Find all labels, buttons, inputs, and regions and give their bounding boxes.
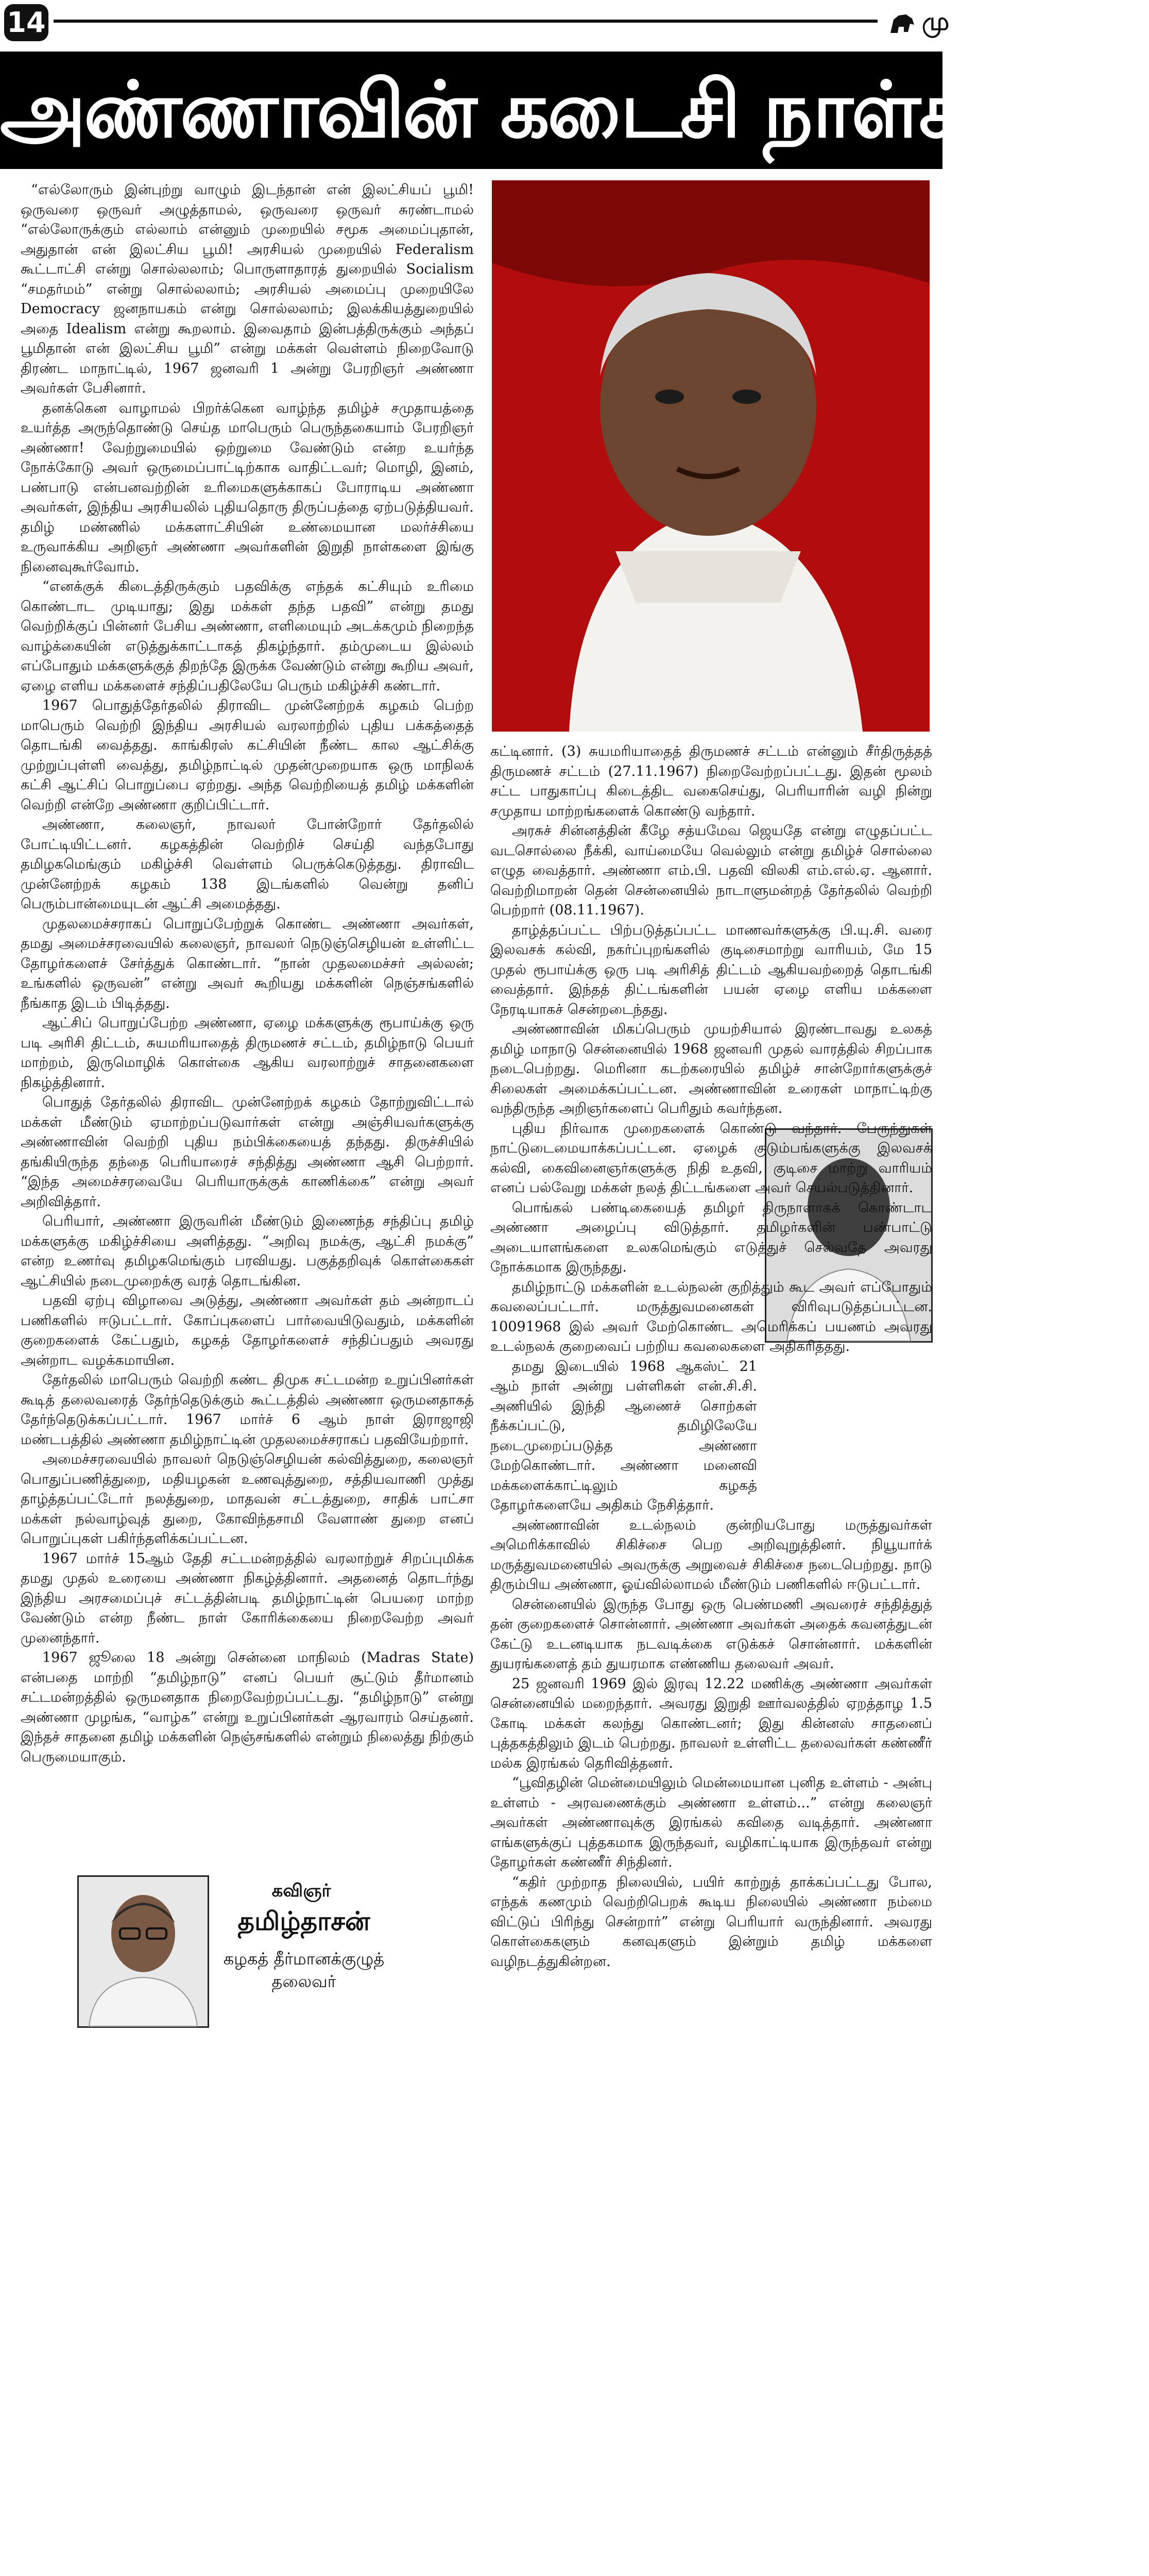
article-paragraph: தமிழ்நாட்டு மக்களின் உடல்நலன் குறித்தும் கூட அவர் எப்போதும் கவலைப்பட்டார். மருத்துவமனைகள் விரிவுபடுத்தப்பட்டன. 10091968 இல் அவர் மேற்கொண்ட அமெரிக்கப் பயணம் அவரது உடல்நலக் குறைவைப் பற்றிய கவலைகளை அதிகரித்தது. bbox=[490, 1279, 932, 1354]
article-paragraph: அண்ணாவின் உடல்நலம் குன்றியபோது மருத்துவர்கள் அமெரிக்காவில் சிகிச்சை பெற அறிவுறுத்தினர். நியூயார்க் மருத்துவமனையில் அவருக்கு அறுவைச் சிகிச்சை நடைபெற்றது. நாடு திரும்பிய அண்ணா, ஓய்வில்லாமல் மீண்டும் பணிகளில் ஈடுபட்டார். bbox=[490, 1517, 932, 1592]
article-paragraph: தேர்தலில் மாபெரும் வெற்றி கண்ட திமுக சட்டமன்ற உறுப்பினர்கள் கூடித் தலைவரைத் தேர்ந்தெடுக்கும் கூட்டத்தில் அண்ணா ஒருமனதாகத் தேர்ந்தெடுக்கப்பட்டார். 1967 மார்ச் 6 ஆம் நாள் இராஜாஜி மண்டபத்தில் அண்ணா தமிழ்நாட்டின் முதலமைச்சராகப் பதவியேற்றார். bbox=[21, 1372, 474, 1448]
article-paragraph: “எனக்குக் கிடைத்திருக்கும் பதவிக்கு எந்தக் கட்சியும் உரிமை கொண்டாட முடியாது; இது மக்கள் தந்த பதவி” என்று தமது வெற்றிக்குப் பின்னர் பேசிய அண்ணா, எளிமையும் அடக்கமும் நிறைந்த வாழ்க்கையின் எடுத்துக்காட்டாகத் திகழ்ந்தார். தம்முடைய இல்லம் எப்போதும் மக்களுக்குத் திறந்தே இருக்க வேண்டும் என்று கூறிய அவர், ஏழை எளிய மக்களைச் சந்திப்பதிலேயே பெரும் மகிழ்ச்சி கண்டார். bbox=[21, 579, 474, 694]
author-title: கழகத் தீர்மானக்குழுத் தலைவர் bbox=[223, 1949, 385, 1991]
article-paragraph: முதலமைச்சராகப் பொறுப்பேற்றுக் கொண்ட அண்ணா அவர்கள், தமது அமைச்சரவையில் கலைஞர், நாவலர் நெடுஞ்செழியன் உள்ளிட்ட தோழர்களைச் சேர்த்துக் கொண்டார். “நான் முதலமைச்சர் அல்லன்; உங்களில் ஒருவன்” என்று அவர் கூறியது மக்களின் நெஞ்சங்களில் நீங்காத இடம் பிடித்தது. bbox=[21, 916, 474, 1011]
article-paragraph: தாழ்த்தப்பட்ட பிற்படுத்தப்பட்ட மாணவர்களுக்கு பி.யு.சி. வரை இலவசக் கல்வி, நகர்ப்புறங்களில் குடிசைமாற்று வாரியம், மே 15 முதல் ரூபாய்க்கு ஒரு படி அரிசித் திட்டம் ஆகியவற்றைத் தொடங்கி வைத்தார். இந்தத் திட்டங்களின் பயன் ஏழை எளிய மக்களை நேரடியாகச் சென்றடைந்தது. bbox=[490, 922, 932, 1018]
article-paragraph: கட்டினார். (3) சுயமரியாதைத் திருமணச் சட்டம் என்னும் சீர்திருத்தத் திருமணச் சட்டம் (27.11.1967) நிறைவேற்றப்பட்டது. இதன் மூலம் சட்ட பாதுகாப்பு கிடைத்திட வகைசெய்து, பெரியாரின் வழி நின்று சமுதாய மாற்றங்களைக் கொண்டு வந்தார். bbox=[490, 743, 932, 819]
article-paragraph: அரசுச் சின்னத்தின் கீழே சத்யமேவ ஜெயதே என்று எழுதப்பட்ட வடசொல்லை நீக்கி, வாய்மையே வெல்லும் என்று தமிழ்ச் சொல்லை எழுத வைத்தார். அண்ணா எம்.பி. பதவி விலகி எம்.எல்.ஏ. ஆனார். வெற்றிமாறன் தென் சென்னையில் நாடாளுமன்றத் தேர்தலில் வெற்றி பெற்றார் (08.11.1967). bbox=[490, 823, 932, 918]
author-photo bbox=[77, 1875, 209, 2028]
article-headline: அண்ணாவின் கடைசி நாள்கள்!... bbox=[0, 52, 942, 169]
page-number: 14 bbox=[4, 4, 48, 41]
article-paragraph: பொதுத் தேர்தலில் திராவிட முன்னேற்றக் கழகம் தோற்றுவிட்டால் மக்கள் மீண்டும் ஏமாற்றப்படுவார்கள் என்று அஞ்சியவர்களுக்கு அண்ணாவின் வெற்றி புதிய நம்பிக்கையைத் தந்தது. திருச்சியில் தங்கியிருந்த தந்தை பெரியாரைச் சந்தித்து அண்ணா ஆசி பெற்றார். “இந்த அமைச்சரவையே பெரியாருக்குக் காணிக்கை” என்று அவர் அறிவித்தார். bbox=[21, 1094, 474, 1210]
article-paragraph: பதவி ஏற்பு விழாவை அடுத்து, அண்ணா அவர்கள் தம் அன்றாடப் பணிகளில் ஈடுபட்டார். கோப்புகளைப் பார்வையிடுவதும், மக்களின் குறைகளைக் கேட்பதும், கழகத் தோழர்களைச் சந்திப்பதும் அவரது அன்றாட வழக்கமாயின. bbox=[21, 1293, 474, 1368]
article-paragraph: “கதிர் முற்றாத நிலையில், பயிர் காற்றுத் தாக்கப்பட்டது போல, எந்தக் கணமும் வெற்றிபெறக் கூடிய நிலையில் அண்ணா நம்மை விட்டுப் பிரிந்து சென்றார்” என்று பெரியார் வருந்தினார். அவரது கொள்கைகளும் கனவுகளும் இன்றும் தமிழ் மக்களை வழிநடத்துகின்றன. bbox=[490, 1874, 932, 1970]
anna-portrait-icon bbox=[492, 180, 930, 732]
article-paragraph: “பூவிதழின் மென்மையிலும் மென்மையான புனித உள்ளம் - அன்பு உள்ளம் - அரவணைக்கும் அண்ணா உள்ளம்...” என்று கலைஞர் அவர்கள் அண்ணாவுக்கு இரங்கல் கவிதை வடித்தார். அண்ணா எங்களுக்குப் புத்தகமாக இருந்தவர், வழிகாட்டியாக இருந்தவர் என்று தோழர்கள் கண்ணீர் சிந்தினர். bbox=[490, 1775, 933, 1870]
author-name: தமிழ்தாசன் bbox=[237, 1906, 370, 1936]
page-header bbox=[0, 0, 950, 46]
author-role: கவிஞர் bbox=[271, 1880, 331, 1901]
header-rule bbox=[54, 20, 878, 23]
article-paragraph: ஆட்சிப் பொறுப்பேற்ற அண்ணா, ஏழை மக்களுக்கு ரூபாய்க்கு ஒரு படி அரிசி திட்டம், சுயமரியாதைத் திருமணச் சட்டம், தமிழ்நாடு பெயர் மாற்றம், இருமொழிக் கொள்கை ஆகிய வரலாற்றுச் சாதனைகளை நிகழ்த்தினார். bbox=[21, 1015, 474, 1091]
article-paragraph: பொங்கல் பண்டிகையைத் தமிழர் திருநாளாகக் கொண்டாட அண்ணா அழைப்பு விடுத்தார். தமிழர்களின் பண்பாட்டு அடையாளங்களை உலகமெங்கும் எடுத்துச் செல்வதே அவரது நோக்கமாக இருந்தது. bbox=[490, 1199, 932, 1275]
logo-text: மு bbox=[922, 7, 950, 36]
article-paragraph: புதிய நிர்வாக முறைகளைக் கொண்டு வந்தார். பேருந்துகள் நாட்டுடைமையாக்கப்பட்டன. ஏழைக் குடும்பங்களுக்கு இலவசக் கல்வி, கைவினைஞர்களுக்கு நிதி உதவி, குடிசை மாற்று வாரியம் எனப் பல்வேறு மக்கள் நலத் திட்டங்களை அவர் செயல்படுத்தினார். bbox=[490, 1120, 932, 1196]
article-paragraph: 25 ஜனவரி 1969 இல் இரவு 12.22 மணிக்கு அண்ணா அவர்கள் சென்னையில் மறைந்தார். அவரது இறுதி ஊர்வலத்தில் ஏறத்தாழ 1.5 கோடி மக்கள் கலந்து கொண்டனர்; இது கின்னஸ் சாதனைப் புத்தகத்திலும் இடம் பெற்றது. நாவலர் உள்ளிட்ட தலைவர்கள் கண்ணீர் மல்க இரங்கல் தெரிவித்தனர். bbox=[490, 1675, 932, 1771]
right-column bbox=[490, 742, 932, 2576]
article-paragraph: அமைச்சரவையில் நாவலர் நெடுஞ்செழியன் கல்வித்துறை, கலைஞர் பொதுப்பணித்துறை, மதியழகன் உணவுத்துறை, சத்தியவாணி முத்து தாழ்த்தப்பட்டோர் நலத்துறை, மாதவன் சட்டத்துறை, சாதிக் பாட்சா மக்கள் நல்வாழ்வுத் துறை, கோவிந்தசாமி வேளாண் துறை எனப் பொறுப்புகள் பகிர்ந்தளிக்கப்பட்டன. bbox=[21, 1451, 474, 1547]
author-portrait-icon bbox=[79, 1877, 208, 2026]
article-paragraph: அண்ணாவின் மிகப்பெரும் முயற்சியால் இரண்டாவது உலகத் தமிழ் மாநாடு சென்னையில் 1968 ஜனவரி முதல் வாரத்தில் சிறப்பாக நடைபெற்றது. மெரினா கடற்கரையில் தமிழ்ச் சான்றோர்களுக்குச் சிலைகள் அமைக்கப்பட்டன. அண்ணாவின் உரைகள் மாநாட்டிற்கு வந்திருந்த அறிஞர்களைப் பெரிதும் கவர்ந்தன. bbox=[490, 1021, 932, 1116]
article-paragraph: “எல்லோரும் இன்புற்று வாழும் இடந்தான் என் இலட்சியப் பூமி! ஒருவரை ஒருவர் அழுத்தாமல், ஒருவரை ஒருவர் சுரண்டாமல் “எல்லோருக்கும் எல்லாம் என்னும் முறையில் சமூக அமைப்புதான், அதுதான் என் இலட்சிய பூமி! அரசியல் முறையில் Federalism கூட்டாட்சி என்று சொல்லலாம்; பொருளாதாரத் துறையில் Socialism “சமதர்மம்” என்று சொல்லலாம்; அரசியல் அமைப்பு முறையிலே Democracy ஜனநாயகம் என்று சொல்லலாம்; இலக்கியத்துறையில் அதை Idealism என்று கூறலாம். இவைதாம் இன்பத்திருக்கும் அந்தப் பூமிதான் என் இலட்சிய பூமி” என்று மக்கள் வெள்ளம் நிறைவோடு திரண்ட மாநாட்டில், 1967 ஜனவரி 1 அன்று பேரறிஞர் அண்ணா அவர்கள் பேசினார். bbox=[21, 182, 474, 396]
article-paragraph: தமது இடையில் 1968 ஆகஸ்ட் 21 ஆம் நாள் அன்று பள்ளிகள் என்.சி.சி. அணியில் இந்தி ஆணைச் சொற்கள் நீக்கப்பட்டு, தமிழிலேயே நடைமுறைப்படுத்த அண்ணா மேற்கொண்டார். அண்ணா மனைவி மக்களைக்காட்டிலும் கழகத் தோழர்களையே அதிகம் நேசித்தார். bbox=[490, 1358, 757, 1513]
article-paragraph: 1967 பொதுத்தேர்தலில் திராவிட முன்னேற்றக் கழகம் பெற்ற மாபெரும் வெற்றி இந்திய அரசியல் வரலாற்றில் புதிய பக்கத்தைத் தொடங்கி வைத்தது. காங்கிரஸ் கட்சியின் நீண்ட கால ஆட்சிக்கு முற்றுப்புள்ளி வைத்து, தமிழ்நாட்டில் முதன்முறையாக ஒரு மாநிலக் கட்சி ஆட்சிப் பொறுப்பை ஏற்றது. அந்த வெற்றியைத் தமிழ் மக்களின் வெற்றி என்றே அண்ணா குறிப்பிட்டார். bbox=[21, 698, 474, 813]
party-logo-icon bbox=[888, 9, 916, 37]
article-paragraph: அண்ணா, கலைஞர், நாவலர் போன்றோர் தேர்தலில் போட்டியிட்டனர். கழகத்தின் வெற்றிச் செய்தி வந்தபோது தமிழகமெங்கும் மகிழ்ச்சி வெள்ளம் பெருக்கெடுத்தது. திராவிட முன்னேற்றக் கழகம் 138 இடங்களில் வென்று தனிப் பெரும்பான்மையுடன் ஆட்சி அமைத்தது. bbox=[21, 817, 474, 912]
article-paragraph: சென்னையில் இருந்த போது ஒரு பெண்மணி அவரைச் சந்தித்துத் தன் குறைகளைச் சொன்னார். அண்ணா அவர்கள் அதைக் கவனத்துடன் கேட்டு உடனடியாக நடவடிக்கை எடுக்கச் சொன்னார். மக்களின் துயரங்களைத் தம் துயரமாக எண்ணிய தலைவர் அவர். bbox=[490, 1596, 932, 1672]
anna-portrait bbox=[492, 180, 930, 732]
article-paragraph: 1967 மார்ச் 15ஆம் தேதி சட்டமன்றத்தில் வரலாற்றுச் சிறப்புமிக்க தமது முதல் உரையை அண்ணா நிகழ்த்தினார். அதனைத் தொடர்ந்து இந்திய அரசமைப்புச் சட்டத்தின்படி தமிழ்நாட்டின் பெயரை மாற்ற வேண்டும் என்ற நீண்ட நாள் கோரிக்கையை நிறைவேற்ற அவர் முனைந்தார். bbox=[21, 1550, 474, 1646]
article-paragraph: 1967 ஜூலை 18 அன்று சென்னை மாநிலம் (Madras State) என்பதை மாற்றி “தமிழ்நாடு” எனப் பெயர் சூட்டும் தீர்மானம் சட்டமன்றத்தில் ஒருமனதாக நிறைவேற்றப்பட்டது. “தமிழ்நாடு” என்று அண்ணா முழங்க, “வாழ்க” என்று உறுப்பினர்கள் ஆரவாரம் செய்தனர். இந்தச் சாதனை தமிழ் மக்களின் நெஞ்சங்களில் என்றும் நிலைத்து நிற்கும் பெருமையாகும். bbox=[21, 1650, 474, 1765]
article-paragraph: பெரியார், அண்ணா இருவரின் மீண்டும் இணைந்த சந்திப்பு தமிழ் மக்களுக்கு மகிழ்ச்சியை அளித்தது. “அறிவு நமக்கு, ஆட்சி நமக்கு” என்ற உணர்வு தமிழகமெங்கும் பரவியது. பகுத்தறிவுக் கொள்கைகள் ஆட்சியில் நடைமுறைக்கு வரத் தொடங்கின. bbox=[21, 1213, 474, 1289]
left-column bbox=[21, 180, 474, 2576]
author-byline-box bbox=[77, 1875, 407, 2040]
article-paragraph: தனக்கென வாழாமல் பிறர்க்கென வாழ்ந்த தமிழ்ச் சமுதாயத்தை உயர்த்த அருந்தொண்டு செய்த மாபெரும் பெருந்தகையாம் பேரறிஞர் அண்ணா! வேற்றுமையில் ஒற்றுமை வேண்டும் என்ற உயர்ந்த நோக்கோடு அவர் ஒருமைப்பாட்டிற்காக வாதிட்டவர்; மொழி, இனம், பண்பாடு என்பனவற்றின் உரிமைகளுக்காகப் போராடிய அண்ணா அவர்கள், இந்திய அரசியலில் புதியதொரு திருப்பத்தை ஏற்படுத்தியவர். தமிழ் மண்ணில் மக்களாட்சியின் உண்மையான மலர்ச்சியை உருவாக்கிய அறிஞர் அண்ணா அவர்களின் இறுதி நாள்களை இங்கு நினைவுகூர்வோம். bbox=[21, 400, 474, 575]
